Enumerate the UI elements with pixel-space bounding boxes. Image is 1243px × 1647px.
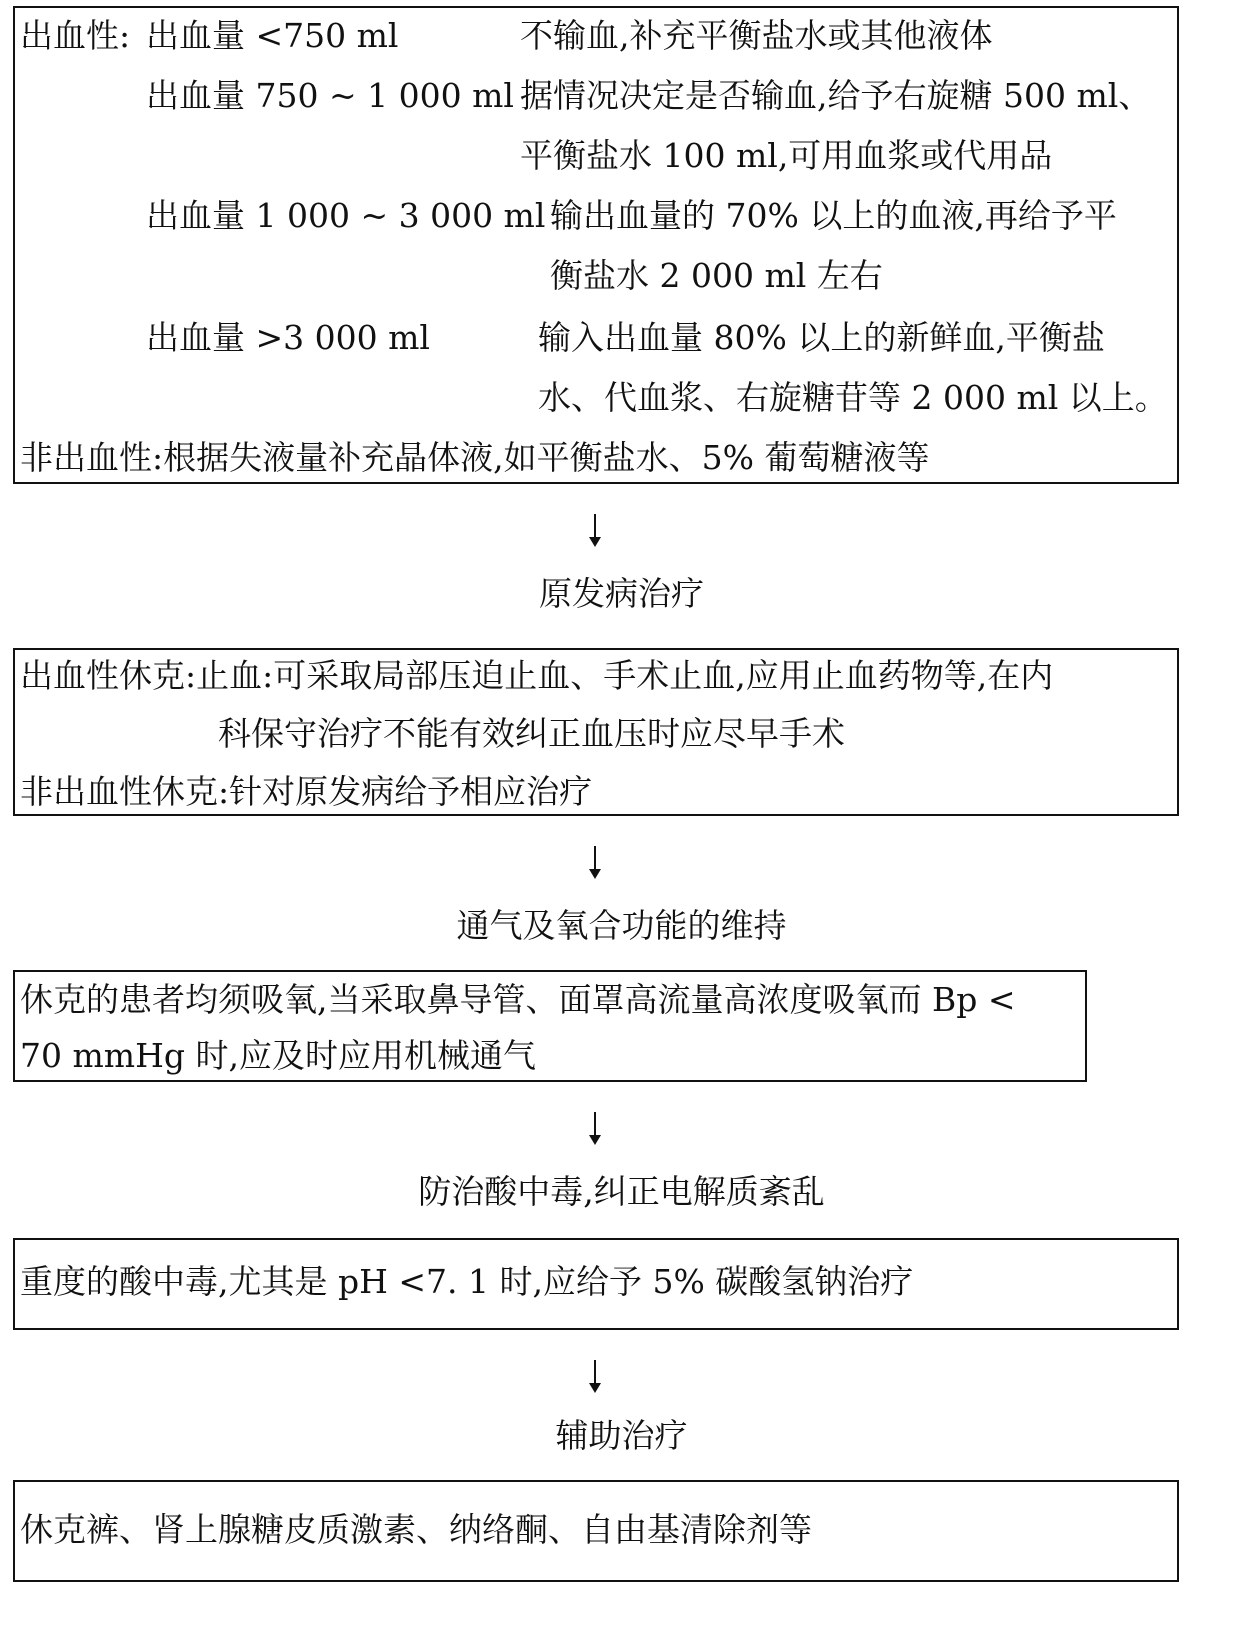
step5-title: 辅助治疗	[555, 1416, 688, 1455]
arrow-3	[594, 1112, 596, 1136]
row4-condition: 出血量 >3 000 ml	[146, 318, 430, 357]
row2-treatment-line1: 据情况决定是否输血,给予右旋糖 500 ml、	[520, 76, 1152, 115]
arrow-1-head	[589, 537, 601, 547]
arrow-4	[594, 1360, 596, 1384]
bleeding-label: 出血性:	[20, 16, 131, 55]
row2-treatment-line2: 平衡盐水 100 ml,可用血浆或代用品	[520, 136, 1053, 175]
row4-treatment-line2: 水、代血浆、右旋糖苷等 2 000 ml 以上。	[538, 378, 1168, 417]
arrow-2-head	[589, 869, 601, 879]
row3-condition: 出血量 1 000 ~ 3 000 ml	[146, 196, 546, 235]
step5-line1: 休克裤、肾上腺糖皮质激素、纳络酮、自由基清除剂等	[20, 1510, 812, 1549]
step4-line1: 重度的酸中毒,尤其是 pH <7. 1 时,应给予 5% 碳酸氢钠治疗	[20, 1262, 914, 1301]
step2-line1: 出血性休克:止血:可采取局部压迫止血、手术止血,应用止血药物等,在内	[20, 656, 1054, 695]
row3-treatment-line1: 输出血量的 70% 以上的血液,再给予平	[550, 196, 1117, 235]
arrow-3-head	[589, 1135, 601, 1145]
arrow-2	[594, 846, 596, 870]
row1-treatment: 不输血,补充平衡盐水或其他液体	[520, 16, 993, 55]
step2-title: 原发病治疗	[539, 574, 704, 613]
step3-title: 通气及氧合功能的维持	[456, 906, 787, 945]
row3-treatment-line2: 衡盐水 2 000 ml 左右	[550, 256, 883, 295]
arrow-4-head	[589, 1383, 601, 1393]
arrow-1	[594, 514, 596, 538]
row2-condition: 出血量 750 ~ 1 000 ml	[146, 76, 514, 115]
step4-title: 防治酸中毒,纠正电解质紊乱	[418, 1172, 825, 1211]
step3-line2: 70 mmHg 时,应及时应用机械通气	[20, 1036, 536, 1075]
step3-line1: 休克的患者均须吸氧,当采取鼻导管、面罩高流量高浓度吸氧而 Bp <	[20, 980, 1016, 1019]
row1-condition: 出血量 <750 ml	[146, 16, 399, 55]
non-bleeding-text: 非出血性:根据失液量补充晶体液,如平衡盐水、5% 葡萄糖液等	[20, 438, 930, 477]
step2-line3: 非出血性休克:针对原发病给予相应治疗	[20, 772, 593, 811]
row4-treatment-line1: 输入出血量 80% 以上的新鲜血,平衡盐	[538, 318, 1105, 357]
step2-line2: 科保守治疗不能有效纠正血压时应尽早手术	[218, 714, 845, 753]
